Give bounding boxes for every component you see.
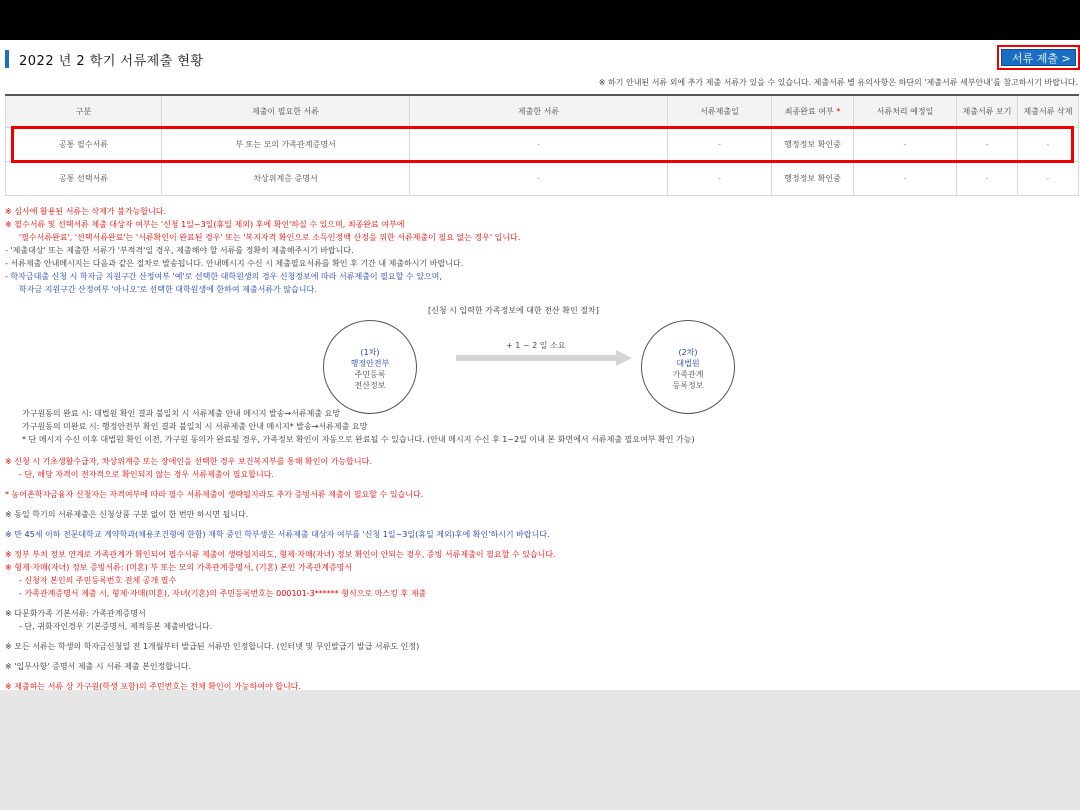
cell-final-status: 행정정보 확인중 xyxy=(772,161,854,195)
note-line: - 신청자 본인의 주민등록번호 전체 공개 필수 xyxy=(19,576,177,585)
submit-documents-button[interactable]: 서류 제출 > xyxy=(1001,49,1076,66)
note-line: ※ '입무사항' 증명서 제출 시 서류 제출 본인정합니다. xyxy=(5,662,192,671)
step2-line1: 가족관계 xyxy=(672,370,704,379)
col-header-process-date: 서류처리 예정일 xyxy=(854,95,957,127)
step1-circle xyxy=(323,320,417,414)
cell-process-date: - xyxy=(854,127,957,161)
col-header-delete: 제출서류 삭제 xyxy=(1018,95,1079,127)
note-line: - 단, 귀화자인경우 기본증명서, 제적등본 제출바랍니다. xyxy=(19,622,213,631)
note-line: ※ 모든 서류는 학생의 학자금신청일 전 1개월부터 발급된 서류만 인정합니다. (인터넷 및 무인발급기 발급 서류도 인정) xyxy=(5,642,420,651)
cell-process-date: - xyxy=(854,161,957,195)
top-black-bar xyxy=(0,0,1080,40)
right-arrow-icon xyxy=(456,350,632,366)
step-line: * 단 메시지 수신 이후 대법원 확인 이전, 가구원 동의가 완료될 경우, 가족정보 확인이 자동으로 완료될 수 있습니다. (안내 메시지 수신 후 1~2일 이내 본 화면에서 서류제출 필요여부 확인 가능) xyxy=(22,435,695,444)
note-line: - 서류제출 안내메시지는 다음과 같은 절차로 발송됩니다. 안내메시지 수신 시 제출필요서류를 확인 후 기간 내 제출하시기 바랍니다. xyxy=(5,259,464,268)
cell-category: 공통 필수서류 xyxy=(6,127,162,161)
cell-view: - xyxy=(957,161,1018,195)
diagram-title: [신청 시 입력한 가족정보에 대한 전산 확인 절차] xyxy=(428,306,599,315)
step2-circle xyxy=(641,320,735,414)
note-line: ※ 형제·자매(자녀) 정보 증빙서류: (미혼) 부 또는 모의 가족관계증명서, (기혼) 본인 가족관계증명서 xyxy=(5,563,353,572)
note-line: ※ 만 45세 이하 전문대학교 계약학과(채용조건형에 한함) 재학 중인 학부생은 서류제출 대상자 여부를 '신청 1일~3일(휴일 제외)후에 확인'하시기 바랍니다. xyxy=(5,530,550,539)
cell-submit-date: - xyxy=(668,161,772,195)
notes-top xyxy=(5,205,1075,296)
table-row xyxy=(6,161,1079,195)
table-header-row xyxy=(6,95,1079,127)
note-line: 학자금 지원구간 산정여부 '아니오'로 선택한 대학원생에 한하여 제출서류가 않습니다. xyxy=(19,285,317,294)
cell-delete: - xyxy=(1018,161,1079,195)
note-line: '필수서류완료', '선택서류완료'는 '서류확인이 완료된 경우' 또는 '복지자격 확인으로 소득인정액 산정을 위한 서류제출이 필요 없는 경우' 입니다. xyxy=(19,233,521,242)
cell-submitted-doc: - xyxy=(410,127,668,161)
step1-line2: 전산정보 xyxy=(354,381,386,390)
note-line: ※ 심사에 활용된 서류는 삭제가 불가능합니다. xyxy=(5,207,167,216)
step1-order: (1차) xyxy=(360,348,380,357)
page-title-bar xyxy=(5,50,204,68)
note-line: - 학자금대출 신청 시 학자금 지원구간 산정여부 '예'로 선택한 대학원생의 경우 신청정보에 따라 서류제출이 필요할 수 있으며, xyxy=(5,272,442,281)
note-line: ※ 제출하는 서류 상 가구원(학생 포함)의 주민번호는 전체 확인이 가능하여야 합니다. xyxy=(5,682,301,690)
col-header-required-doc: 제출이 필요한 서류 xyxy=(162,95,410,127)
cell-required-doc: 차상위계층 증명서 xyxy=(162,161,410,195)
note-line: - 단, 해당 자격이 전자적으로 확인되지 않는 경우 서류제출이 필요합니다. xyxy=(19,470,274,479)
row-highlight-box xyxy=(11,126,1074,163)
document-submission-page xyxy=(0,40,1080,690)
step1-agency: 행정안전부 xyxy=(350,359,390,368)
cell-final-status: 행정정보 확인중 xyxy=(772,127,854,161)
cell-view: - xyxy=(957,127,1018,161)
arrow-label: + 1 ~ 2 일 소요 xyxy=(506,341,566,350)
step2-order: (2차) xyxy=(678,348,698,357)
process-steps xyxy=(22,407,695,446)
col-header-final-status: 최종완료 여부 * xyxy=(772,95,854,127)
note-line: ※ 다문화가족 기본서류: 가족관계증명서 xyxy=(5,609,146,618)
title-accent-bar xyxy=(5,50,9,68)
note-line: ※ 필수서류 및 선택서류 제출 대상자 여부는 '신청 1일~3일(휴일 제외) 후에 확인'하실 수 있으며, 최종완료 여부에 xyxy=(5,220,405,229)
note-line: * 농어촌학자금융자 신청자는 자격여부에 따라 필수 서류제출이 생략될지라도 추가 증빙서류 제출이 필요할 수 있습니다. xyxy=(5,490,424,499)
note-line: ※ 정부 부처 정보 연계로 가족관계가 확인되어 필수서류 제출이 생략될지라도, 형제·자매(자녀) 정보 확인이 안되는 경우, 증빙 서류제출이 필요할 수 있습니다. xyxy=(5,550,556,559)
col-header-category: 구분 xyxy=(6,95,162,127)
cell-required-doc: 부 또는 모의 가족관계증명서 xyxy=(162,127,410,161)
cell-submit-date: - xyxy=(668,127,772,161)
note-line: - '제출대상' 또는 제출한 서류가 '부적격'일 경우, 제출해야 할 서류를 정확히 제출해주시기 바랍니다. xyxy=(5,246,354,255)
step2-agency: 대법원 xyxy=(676,359,700,368)
note-line: - 가족관계증명서 제출 시, 형제·자매(미혼), 자녀(기혼)의 주민등록번호는 000101-3****** 형식으로 마스킹 후 제출 xyxy=(19,589,427,598)
notes-bottom xyxy=(5,455,1075,690)
cell-category: 공통 선택서류 xyxy=(6,161,162,195)
step1-line1: 주민등록 xyxy=(354,370,386,379)
col-header-submitted-doc: 제출한 서류 xyxy=(410,95,668,127)
cell-delete: - xyxy=(1018,127,1079,161)
step2-line2: 등록정보 xyxy=(672,381,704,390)
page-title: 2022 년 2 학기 서류제출 현황 xyxy=(19,53,204,69)
col-header-submit-date: 서류제출일 xyxy=(668,95,772,127)
required-mark: * xyxy=(836,106,841,116)
note-line: ※ 신청 시 기초생활수급자, 차상위계층 또는 장애인을 선택한 경우 보건복지부를 통해 확인이 가능합니다. xyxy=(5,457,372,466)
submit-button-highlight xyxy=(997,45,1080,70)
col-header-view: 제출서류 보기 xyxy=(957,95,1018,127)
cell-submitted-doc: - xyxy=(410,161,668,195)
top-notice: ※ 하기 안내된 서류 외에 추가 제출 서류가 있을 수 있습니다. 제출서류 별 유의사항은 하단의 '제출서류 세부안내'를 참고하시기 바랍니다. xyxy=(598,78,1078,87)
note-line: ※ 동일 학기의 서류제출은 신청상품 구분 없이 한 번만 하시면 됩니다. xyxy=(5,510,249,519)
step-line: 가구원동의 완료 시: 대법원 확인 결과 불일치 시 서류제출 안내 메시지 발송→서류제출 요망 xyxy=(22,409,341,418)
step-line: 가구원동의 미완료 시: 행정안전부 확인 결과 불일치 시 서류제출 안내 메시지* 발송→서류제출 요망 xyxy=(22,422,368,431)
